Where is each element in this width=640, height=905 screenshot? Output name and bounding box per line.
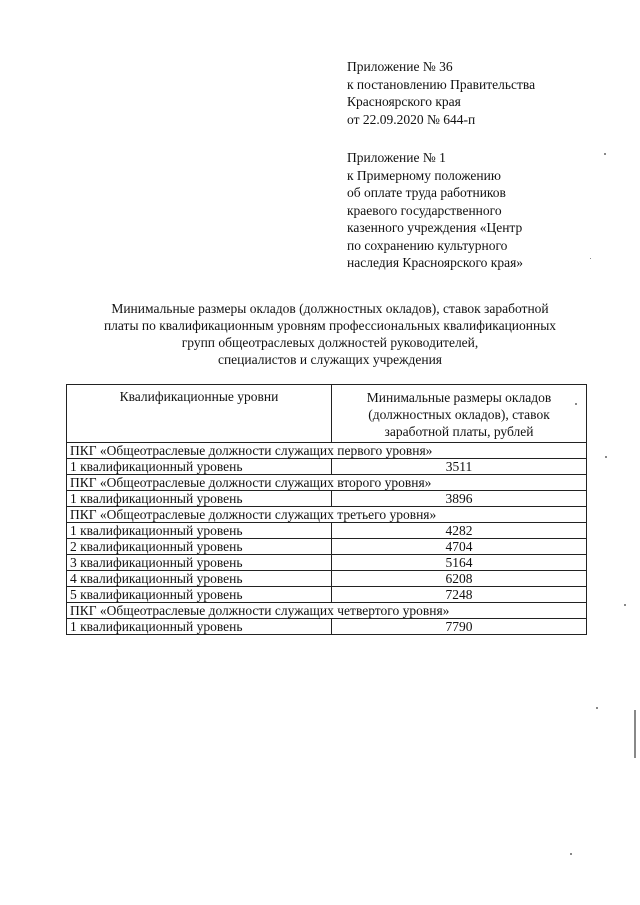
table-row: [67, 539, 587, 555]
appendix-line: краевого государственного: [347, 202, 502, 218]
group-title: ПКГ «Общеотраслевые должности служащих четвертого уровня»: [67, 603, 587, 619]
appendix-line: об оплате труда работников: [347, 185, 506, 200]
salary-table: [66, 384, 587, 635]
table-row: [67, 555, 587, 571]
group-title: ПКГ «Общеотраслевые должности служащих второго уровня»: [67, 475, 587, 491]
header-salary-line: (должностных окладов), ставок: [368, 407, 550, 422]
header-salary-line: Минимальные размеры окладов: [366, 390, 552, 405]
header-salary-line: заработной платы, рублей: [384, 424, 534, 439]
appendix-line: Красноярского края: [347, 94, 461, 109]
table-row: [67, 619, 587, 635]
header-salary: [332, 385, 587, 443]
group-title: ПКГ «Общеотраслевые должности служащих третьего уровня»: [67, 507, 587, 523]
appendix-line: Приложение № 1: [347, 150, 446, 165]
group-row: [67, 443, 587, 459]
scan-speck: [605, 456, 607, 458]
title-line: групп общеотраслевых должностей руководителей,: [181, 335, 479, 350]
table-row: [67, 523, 587, 539]
appendix-line: к постановлению Правительства: [347, 76, 536, 92]
level-cell: 5 квалификационный уровень: [67, 587, 332, 603]
scan-speck: [590, 258, 591, 259]
table-row: [67, 571, 587, 587]
title-line: Минимальные размеры окладов (должностных окладов), ставок заработной: [111, 301, 549, 316]
appendix-line: наследия Красноярского края»: [347, 255, 524, 270]
scan-speck: [634, 710, 636, 758]
title-line: специалистов и служащих учреждения: [217, 352, 443, 367]
scan-speck: [624, 604, 626, 606]
value-cell: 4282: [332, 523, 587, 539]
appendix-line: к Примерному положению: [347, 167, 501, 183]
group-title: ПКГ «Общеотраслевые должности служащих первого уровня»: [67, 443, 587, 459]
group-row: [67, 507, 587, 523]
appendix-header: [347, 58, 535, 272]
level-cell: 1 квалификационный уровень: [67, 491, 332, 507]
value-cell: 7248: [332, 587, 587, 603]
level-cell: 1 квалификационный уровень: [67, 459, 332, 475]
appendix-line: по сохранению культурного: [347, 237, 508, 253]
group-row: [67, 475, 587, 491]
level-cell: 1 квалификационный уровень: [67, 523, 332, 539]
appendix-line: казенного учреждения «Центр: [347, 220, 523, 235]
level-cell: 4 квалификационный уровень: [67, 571, 332, 587]
appendix-line: Приложение № 36: [347, 59, 453, 74]
group-row: [67, 603, 587, 619]
scan-speck: [596, 707, 598, 709]
table-row: [67, 587, 587, 603]
table-row: [67, 491, 587, 507]
scan-speck: [604, 153, 606, 155]
value-cell: 6208: [332, 571, 587, 587]
value-cell: 4704: [332, 539, 587, 555]
table-row: [67, 459, 587, 475]
header-levels: Квалификационные уровни: [67, 385, 332, 443]
scan-speck: [570, 853, 572, 855]
level-cell: 1 квалификационный уровень: [67, 619, 332, 635]
level-cell: 2 квалификационный уровень: [67, 539, 332, 555]
value-cell: 5164: [332, 555, 587, 571]
value-cell: 3896: [332, 491, 587, 507]
value-cell: 7790: [332, 619, 587, 635]
value-cell: 3511: [332, 459, 587, 475]
scan-speck: [575, 403, 577, 405]
document-title: [70, 300, 590, 368]
appendix-line: от 22.09.2020 № 644-п: [347, 111, 476, 127]
title-line: платы по квалификационным уровням профессиональных квалификационных: [103, 318, 557, 333]
level-cell: 3 квалификационный уровень: [67, 555, 332, 571]
